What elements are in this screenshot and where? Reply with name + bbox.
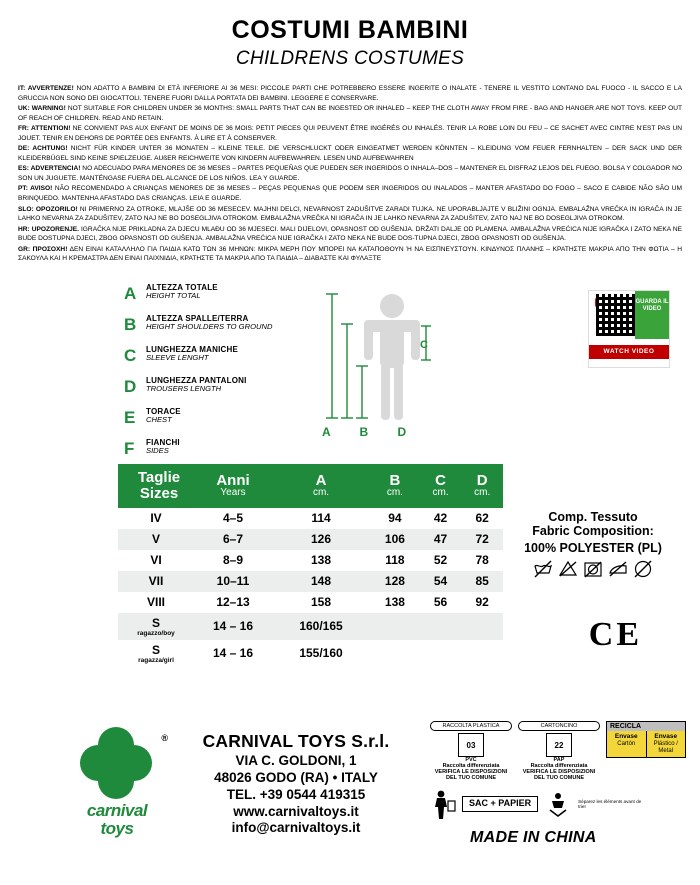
fabric-value: 100% POLYESTER (PL) — [524, 540, 662, 555]
warning-fr — [18, 124, 682, 143]
footer — [0, 713, 700, 885]
cell-b: 94 — [388, 511, 402, 526]
recycling-row-bottom — [430, 789, 686, 819]
warning-fr-label: FR: ATTENTION! — [18, 125, 71, 133]
company-website[interactable]: www.carnivaltoys.it — [233, 803, 359, 819]
body-measurement-figure — [314, 280, 464, 455]
company-email[interactable]: info@carnivaltoys.it — [231, 820, 361, 836]
sleeve-label: C — [420, 338, 428, 351]
cell-d: 78 — [475, 553, 489, 568]
triman-icon — [544, 790, 572, 818]
cell-a: 114 — [311, 511, 331, 526]
recicla-cell-plastic-l2: Plástico / Metal — [653, 740, 678, 754]
recicla-cell-plastic — [647, 731, 686, 757]
cell-b — [370, 640, 420, 667]
pvc-mobius-icon — [458, 733, 484, 757]
warning-pt — [18, 184, 682, 203]
pap-caption-top: CARTONCINO — [518, 721, 600, 731]
legend-item-b — [124, 315, 304, 341]
legend-en-c: SLEEVE LENGHT — [146, 353, 209, 363]
warning-es-text: NO ADECUADO PARA MENORES DE 36 MESES – PARTES PEQUEÑAS QUE PUEDEN SER INGERIDOS O INHALA–DOS – MANTENER EL DISFRAZ LEJOS DEL FUEGO. BOLSA Y COLGADOR NO SON UN JUGUETE. MANTÉNGASE FUERA DEL ALCANCE DE LOS NIÑOS. LEA Y GUARDE. — [18, 165, 682, 182]
cell-b: 118 — [385, 553, 405, 568]
warning-it — [18, 84, 682, 103]
cell-c — [420, 613, 462, 640]
warning-it-label: IT: AVVERTENZE! — [18, 85, 74, 92]
no-iron-icon — [608, 559, 628, 579]
table-row — [118, 550, 503, 571]
warning-hr — [18, 225, 682, 244]
sizes-table — [118, 464, 503, 667]
pvc-caption-top: RACCOLTA PLASTICA — [430, 721, 512, 731]
legend-letter-c: C — [124, 345, 137, 365]
cell-years: 14 – 16 — [194, 613, 272, 640]
cell-years: 14 – 16 — [212, 646, 254, 661]
no-wash-icon — [533, 559, 553, 579]
pvc-recycling-mark — [430, 721, 512, 781]
warning-uk-text: NOT SUITABLE FOR CHILDREN UNDER 36 MONTHS: SMALL PARTS THAT CAN BE INGESTED OR INHALED – KEEP THE CLOTH AWAY FROM FIRE - BAG AND HANGER ARE NOT TOYS. KEEP OUT OF REACH OF CHILDREN. READ AND RETAIN. — [18, 105, 682, 122]
cell-years: 10–11 — [194, 571, 272, 592]
col-header-d-unit: cm. — [474, 487, 491, 499]
pvc-caption-bottom: Raccolta differenziata — [442, 763, 500, 770]
warning-fr-text: NE CONVIENT PAS AUX ENFANT DE MOINS DE 36 MOIS: PETIT PIECES QUI PEUVENT ÊTRE INGÉRÉS OU INHALÉS. TENIR LA ROBE LOIN DU FEU – CE SACHET AVEC CINTRE N'EST PAS UN JOUET. TENIR EN DEHORS DE PORTÉE DES ENFANTS. À LIRE ET À CONSERVER. — [18, 125, 682, 142]
table-row — [118, 529, 503, 550]
ce-mark: CE — [588, 615, 642, 653]
cell-c: 47 — [420, 529, 462, 550]
logo-word-top: carnival — [86, 801, 148, 820]
cell-years: 12–13 — [216, 595, 250, 610]
col-header-c — [420, 464, 462, 508]
warning-es — [18, 164, 682, 183]
legend-it-e: TORACE — [146, 406, 181, 416]
bar-letters: A B D — [322, 424, 420, 439]
cell-years: 8–9 — [222, 553, 244, 568]
table-header-row — [118, 464, 503, 508]
sizes-table-wrap — [14, 464, 686, 667]
person-silhouette — [364, 294, 420, 420]
company-info — [176, 731, 416, 837]
pap-caption-bottom-2: VERIFICA LE DISPOSIZIONI DEL TUO COMUNE — [522, 769, 596, 782]
col-header-b — [370, 464, 420, 508]
no-tumble-dry-icon — [583, 559, 603, 579]
company-phone: TEL. +39 0544 419315 — [226, 786, 366, 802]
legend-en-d: TROUSERS LENGTH — [146, 384, 222, 394]
warning-de-label: DE: ACHTUNG! — [18, 145, 68, 153]
pap-recycling-mark — [518, 721, 600, 781]
cell-c: 56 — [433, 595, 448, 610]
product-label-page — [0, 16, 700, 885]
measurement-guide — [14, 280, 686, 460]
col-header-a — [272, 464, 370, 508]
warning-hr-label: HR: UPOZORENJE. — [18, 225, 79, 233]
cell-a: 160/165 — [272, 613, 370, 640]
warning-de-text: NICHT FÜR KINDER UNTER 36 MONATEN – KLEINE TEILE. DIE VERSCHLUCKT ODER EINGEATMET WERDEN KÖNNTEN – KLEIDUNG VOM FEUER FERNHALTEN – DER SACK UND DER KLEIDERBÜGEL SIND KEINE SPIELZEUGE. AUßER REICHWEITE VON KINDERN AUFBEWAHREN. LESEN UND AUFBEWAHREN — [18, 145, 682, 162]
col-header-d — [461, 464, 503, 508]
legend-en-e: CHEST — [146, 415, 172, 425]
video-qr-box[interactable] — [588, 290, 670, 368]
company-address-1: VIA C. GOLDONI, 1 — [235, 752, 357, 768]
warning-pt-text: NÃO RECOMENDADO A CRIANÇAS MENORES DE 36 MESES – PEÇAS PEQUENAS QUE PODEM SER INGERIDOS OU INALADOS – MANTER AFASTADO DO FOGO – SACO E CABIDE NÃO SÃO UM BRINQUEDO. MANTENHA AFASTADO DAS CRIANÇAS. LEIA E GUARDE. — [18, 185, 682, 203]
cell-d: 72 — [461, 529, 503, 550]
recicla-cell-carton-l1: Envase — [614, 733, 638, 740]
pvc-caption-bottom-2: VERIFICA LE DISPOSIZIONI DEL TUO COMUNE — [434, 769, 508, 782]
warning-gr-text: ΔΕΝ ΕΙΝΑΙ ΚΑΤΑΛΛΗΛΟ ΓΙΑ ΠΑΙΔΙΑ ΚΑΤΩ ΤΩΝ 36 ΜΗΝΩΝ: ΜΙΚΡΑ ΜΕΡΗ ΠΟΥ ΜΠΟΡΕΙ ΝΑ ΚΑΤΑΠΟΘΟΥΝ Ή ΝΑ ΕΙΣΠΝΕΥΣΤΟΥΝ. ΚΙΝΔΥΝΟΣ ΠΛΑΝΗΣ – ΚΡΑΤΗΣΤΕ ΜΑΚΡΙΑ ΑΠΟ ΤΗΝ ΦΩΤΙΑ – Η ΣΑΚΟΥΛΑ ΚΑΙ Η ΚΡΕΜΑΣΤΡΑ ΔΕΝ ΕΙΝΑΙ ΠΑΙΧΝΙΔΙΑ, ΚΡΑΤΗΣΤΕ ΤΑ ΜΑΚΡΙΑ ΑΠΟ ΤΑ ΠΑΙΔΙΑ – ΔΙΑΒΑΣΤΕ ΚΑΙ ΦΥΛΑΞΤΕ — [18, 245, 682, 263]
recycling-marks — [430, 721, 686, 819]
tidyman-icon — [430, 789, 456, 819]
col-header-a-letter: A — [315, 471, 327, 489]
cell-size — [118, 613, 194, 640]
registered-mark: ® — [161, 733, 168, 743]
cell-d: 92 — [475, 595, 489, 610]
cell-size-value: S — [151, 642, 160, 657]
cell-size-note: ragazza/girl — [138, 656, 174, 664]
legend-en-a: HEIGHT TOTAL — [146, 291, 201, 301]
legend-it-f: FIANCHI — [146, 437, 180, 447]
table-row — [118, 508, 503, 529]
recycling-row-top — [430, 721, 686, 781]
cell-b: 106 — [370, 529, 420, 550]
recicla-body — [607, 731, 685, 757]
col-header-a-unit: cm. — [312, 487, 330, 499]
col-header-b-unit: cm. — [386, 487, 403, 499]
legend-it-a: ALTEZZA TOTALE — [146, 282, 218, 292]
cell-c — [420, 640, 462, 667]
figure-svg — [314, 280, 464, 455]
cell-d — [461, 613, 503, 640]
triman-note: Séparez les éléments avant de trier — [578, 799, 642, 810]
qr-code-icon[interactable] — [596, 294, 638, 336]
cell-c: 52 — [433, 553, 448, 568]
recicla-cell-carton — [607, 731, 647, 757]
cell-c: 42 — [433, 511, 448, 526]
pap-mobius-icon — [546, 733, 572, 757]
made-in-label: MADE IN CHINA — [470, 829, 597, 846]
warning-slo-label: SLO: OPOZORILO! — [18, 205, 78, 213]
legend-item-d — [124, 377, 304, 403]
col-header-b-letter: B — [389, 471, 401, 489]
warning-slo — [18, 205, 682, 224]
fabric-label-it: Comp. Tessuto — [548, 509, 638, 524]
col-header-years-it: Anni — [216, 471, 250, 489]
cell-b: 128 — [370, 571, 420, 592]
legend-letter-a: A — [124, 283, 137, 303]
pap-caption-bottom: Raccolta differenziata — [530, 763, 588, 770]
logo-word-bottom: toys — [100, 819, 134, 839]
cell-size: VIII — [146, 595, 165, 610]
legend-letter-d: D — [124, 376, 137, 396]
warning-pt-label: PT: AVISO! — [18, 185, 53, 193]
col-header-d-letter: D — [476, 471, 488, 489]
pvc-material: PVC — [465, 757, 477, 764]
recicla-box — [606, 721, 686, 758]
legend-letter-f: F — [124, 438, 135, 458]
recicla-title: RECICLA — [607, 722, 685, 731]
legend-item-e — [124, 408, 304, 434]
cell-a: 155/160 — [299, 646, 343, 661]
cell-a: 126 — [272, 529, 370, 550]
col-header-size — [118, 464, 194, 508]
cell-d: 62 — [475, 511, 489, 526]
care-icons — [518, 559, 668, 579]
page-subtitle: CHILDRENS COSTUMES — [235, 48, 465, 69]
measurement-legend — [124, 284, 304, 470]
watch-badge: GUARDA IL VIDEO — [635, 291, 669, 339]
sizes-table-head — [118, 464, 503, 508]
cell-size: IV — [150, 511, 162, 526]
warning-it-text: NON ADATTO A BAMBINI DI ETÀ INFERIORE AI 36 MESI: PICCOLE PARTI CHE POTREBBERO ESSERE INGERITE O INALATE - TENERE IL VESTITO LONTANO DAL FUOCO - IL SACCO E LA GRUCCIA NON SONO DEI GIOCATTOLI. TENERE FUORI DALLA PORTATA DEI BAMBINI. LEGGERE E CONSERVARE. — [18, 85, 682, 102]
cell-a: 148 — [272, 571, 370, 592]
legend-it-b: ALTEZZA SPALLE/TERRA — [146, 313, 249, 323]
cell-size-value: S — [151, 615, 160, 630]
legend-item-a — [124, 284, 304, 310]
legend-letter-e: E — [124, 407, 136, 427]
cell-years: 6–7 — [194, 529, 272, 550]
cell-b — [370, 613, 420, 640]
cell-d — [461, 640, 503, 667]
qr-top — [589, 291, 669, 339]
fabric-composition — [518, 510, 668, 579]
clover-icon — [80, 727, 154, 801]
no-bleach-icon — [558, 559, 578, 579]
legend-letter-b: B — [124, 314, 137, 334]
pvc-code: 03 — [466, 740, 476, 750]
warning-gr-label: GR: ΠΡΟΣΟΧΗ! — [18, 245, 68, 253]
cell-size — [118, 640, 194, 667]
table-row — [118, 571, 503, 592]
col-header-years-en: Years — [220, 487, 246, 499]
no-dryclean-icon — [633, 559, 653, 579]
warning-uk-label: UK: WARNING! — [18, 105, 66, 113]
table-row — [118, 613, 503, 640]
warnings-block — [14, 84, 686, 264]
warning-de — [18, 144, 682, 163]
page-title: COSTUMI BAMBINI — [231, 16, 469, 44]
cell-c: 54 — [420, 571, 462, 592]
warning-hr-text: IGRAČKA NIJE PRIKLADNA ZA DJECU MLAĐU OD 36 MJESECI. MALI DIJELOVI, OPASNOST OD GUŠENJA. DRŽATI DALJE OD PLAMENA. AMBALAŽNA VREĆICA NIJE IGRAČKA I ZATO NEKA NE BUDE DOSTUPNA DJECI, ZBOG OPASNOSTI OD GUŠENJA. AMBALAŽNA VREĆICA NIJE IGRAČKA I ZATO NEKA NE BUDE DOS-TUPNA DJECI, ZBOG OPASNOSTI OD GUŠENJA. — [18, 225, 682, 243]
warning-es-label: ES: ADVERTENCIA! — [18, 165, 81, 173]
legend-item-f — [124, 439, 304, 465]
recicla-cell-carton-l2: Cartón — [617, 740, 636, 747]
cell-a: 138 — [311, 553, 332, 568]
cell-size-note: ragazzo/boy — [137, 629, 175, 637]
cell-size: VI — [150, 553, 162, 568]
cell-size: VII — [118, 571, 194, 592]
cell-b: 138 — [384, 595, 405, 610]
cell-years: 4–5 — [222, 511, 244, 526]
fabric-label-en: Fabric Composition: — [532, 524, 654, 539]
table-row — [118, 592, 503, 613]
col-header-years — [194, 464, 272, 508]
legend-it-c: LUNGHEZZA MANICHE — [146, 344, 238, 354]
legend-item-c — [124, 346, 304, 372]
brand-logo — [62, 727, 172, 837]
col-header-c-letter: C — [435, 471, 446, 489]
sac-papier-mark: SAC + PAPIER — [462, 796, 538, 812]
warning-slo-text: NI PRIMERNO ZA OTROKE, MLAJŠE OD 36 MESECEV. MAJHNI DELCI, NEVARNOST ZADUŠITVE ZARADI TUJKA. NE UPORABLJAJTE V BLIŽINI OGNJA. EMBALAŽNA VREČKA IN IGRAČA IN JE LAHKO NEVARNA ZA ZADUŠITEV, ZATO NAJ NE BO DOSEGLJIVA OTROKOM. EMBALAŽNA VREČKA NI IGRAČA IN JE LAHKO NEVARNA ZA ZADUŠITEV, ZATO NAJ NE BO DOSEGLJIVA OTROKOM. — [18, 205, 682, 223]
watch-video-button[interactable]: WATCH VIDEO — [589, 345, 669, 359]
warning-uk — [18, 104, 682, 123]
pap-material: PAP — [553, 757, 565, 764]
pap-code: 22 — [554, 740, 564, 750]
col-header-c-unit: cm. — [432, 487, 449, 499]
legend-en-b: HEIGHT SHOULDERS TO GROUND — [146, 322, 273, 332]
col-header-size-en: Sizes — [139, 484, 179, 502]
company-name: CARNIVAL TOYS S.r.l. — [202, 731, 390, 751]
cell-d: 85 — [461, 571, 503, 592]
warning-gr — [18, 245, 682, 264]
cell-size: V — [118, 529, 194, 550]
col-header-size-it: Taglie — [137, 469, 181, 487]
legend-it-d: LUNGHEZZA PANTALONI — [146, 375, 247, 385]
sizes-table-body — [118, 508, 503, 667]
company-address-2: 48026 GODO (RA) • ITALY — [214, 769, 378, 785]
recicla-cell-plastic-l1: Envase — [654, 733, 678, 740]
cell-a: 158 — [311, 595, 332, 610]
legend-en-f: SIDES — [146, 446, 169, 456]
table-row — [118, 640, 503, 667]
